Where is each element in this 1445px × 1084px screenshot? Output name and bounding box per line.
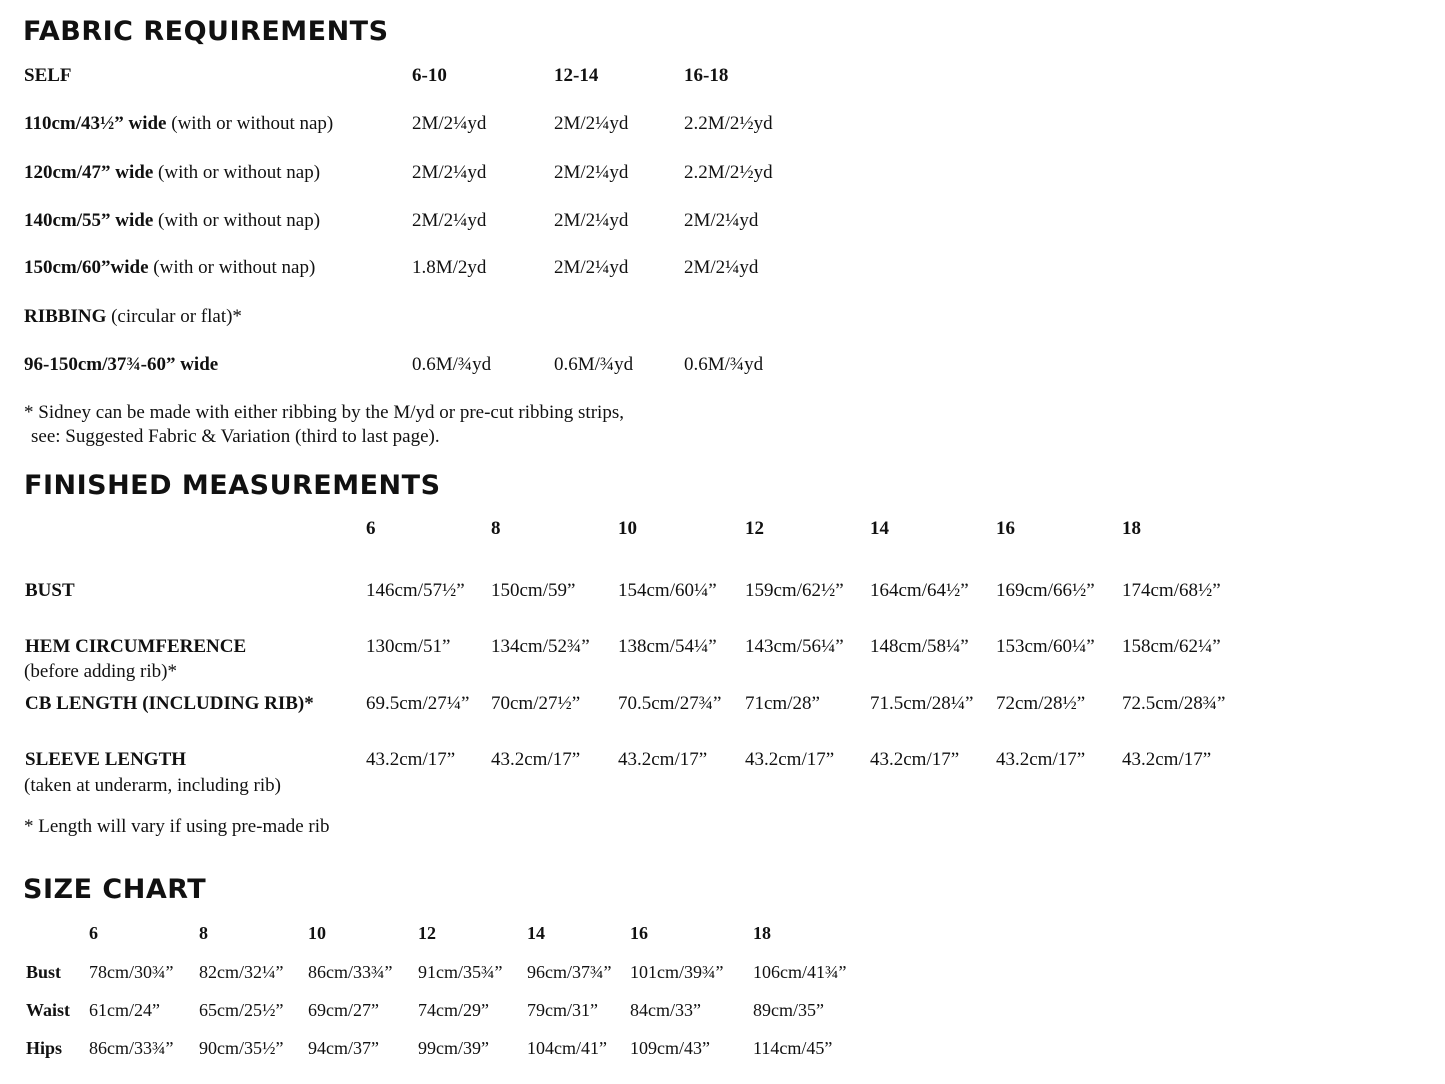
finished-value: 43.2cm/17”	[745, 749, 835, 770]
size-chart-size-header: 8	[199, 923, 208, 943]
fabric-yardage: 2M/2¼yd	[412, 162, 487, 183]
ribbing-yardage: 0.6M/¾yd	[412, 354, 492, 375]
finished-value: 43.2cm/17”	[366, 749, 456, 770]
fabric-width-label: 120cm/47” wide (with or without nap)	[24, 162, 321, 183]
fabric-yardage: 2M/2¼yd	[554, 113, 629, 134]
self-label: SELF	[24, 65, 72, 86]
finished-size-header: 14	[870, 518, 889, 539]
finished-row-label: BUST	[25, 580, 75, 601]
finished-value: 150cm/59”	[491, 580, 576, 601]
fabric-yardage: 2M/2¼yd	[412, 210, 487, 231]
finished-size-header: 6	[366, 518, 376, 539]
size-chart-size-header: 10	[308, 923, 326, 943]
fabric-yardage: 1.8M/2yd	[412, 257, 487, 278]
finished-value: 43.2cm/17”	[870, 749, 960, 770]
size-chart-value: 104cm/41”	[527, 1038, 607, 1058]
finished-row-label: SLEEVE LENGTH	[25, 749, 187, 770]
fabric-width-label: 110cm/43½” wide (with or without nap)	[24, 113, 334, 134]
size-chart-value: 94cm/37”	[308, 1038, 379, 1058]
size-chart-heading: SIZE CHART	[23, 874, 207, 905]
length-note: * Length will vary if using pre-made rib	[24, 816, 330, 837]
finished-value: 174cm/68½”	[1122, 580, 1221, 601]
finished-value: 164cm/64½”	[870, 580, 969, 601]
size-chart-value: 69cm/27”	[308, 1000, 379, 1020]
ribbing-width-label: 96-150cm/37¾-60” wide	[24, 354, 219, 375]
finished-row-sublabel: (before adding rib)*	[24, 661, 177, 682]
size-chart-value: 86cm/33¾”	[308, 962, 393, 982]
fabric-yardage: 2.2M/2½yd	[684, 162, 773, 183]
size-chart-value: 74cm/29”	[418, 1000, 489, 1020]
finished-value: 159cm/62½”	[745, 580, 844, 601]
fabric-size-header: 6-10	[412, 65, 447, 86]
fabric-size-header: 16-18	[684, 65, 729, 86]
finished-value: 71cm/28”	[745, 693, 820, 714]
size-chart-size-header: 18	[753, 923, 771, 943]
finished-size-header: 18	[1122, 518, 1141, 539]
finished-size-header: 10	[618, 518, 637, 539]
finished-value: 69.5cm/27¼”	[366, 693, 470, 714]
size-chart-value: 101cm/39¾”	[630, 962, 724, 982]
fabric-yardage: 2M/2¼yd	[554, 210, 629, 231]
size-chart-value: 99cm/39”	[418, 1038, 489, 1058]
size-chart-value: 82cm/32¼”	[199, 962, 284, 982]
fabric-yardage: 2M/2¼yd	[684, 210, 759, 231]
size-chart-value: 106cm/41¾”	[753, 962, 847, 982]
size-chart-value: 79cm/31”	[527, 1000, 598, 1020]
finished-value: 146cm/57½”	[366, 580, 465, 601]
ribbing-yardage: 0.6M/¾yd	[554, 354, 634, 375]
ribbing-note-line2: see: Suggested Fabric & Variation (third to last page).	[31, 426, 440, 447]
finished-value: 43.2cm/17”	[491, 749, 581, 770]
fabric-yardage: 2M/2¼yd	[554, 162, 629, 183]
fabric-requirements-heading: FABRIC REQUIREMENTS	[23, 16, 389, 47]
size-chart-value: 114cm/45”	[753, 1038, 833, 1058]
size-chart-row-label: Waist	[26, 1000, 71, 1020]
size-chart-value: 78cm/30¾”	[89, 962, 174, 982]
fabric-width-label: 140cm/55” wide (with or without nap)	[24, 210, 321, 231]
size-chart-value: 91cm/35¾”	[418, 962, 503, 982]
fabric-yardage: 2M/2¼yd	[554, 257, 629, 278]
fabric-yardage: 2M/2¼yd	[684, 257, 759, 278]
finished-row-label: CB LENGTH (INCLUDING RIB)*	[25, 693, 314, 714]
size-chart-value: 96cm/37¾”	[527, 962, 612, 982]
size-chart-value: 65cm/25½”	[199, 1000, 284, 1020]
finished-value: 72.5cm/28¾”	[1122, 693, 1226, 714]
size-chart-value: 61cm/24”	[89, 1000, 160, 1020]
size-chart-value: 84cm/33”	[630, 1000, 701, 1020]
finished-value: 148cm/58¼”	[870, 636, 969, 657]
finished-size-header: 12	[745, 518, 764, 539]
finished-value: 43.2cm/17”	[1122, 749, 1212, 770]
finished-value: 138cm/54¼”	[618, 636, 717, 657]
ribbing-note-line1: * Sidney can be made with either ribbing by the M/yd or pre-cut ribbing strips,	[24, 402, 624, 423]
size-chart-size-header: 12	[418, 923, 436, 943]
size-chart-value: 90cm/35½”	[199, 1038, 284, 1058]
finished-value: 143cm/56¼”	[745, 636, 844, 657]
finished-value: 153cm/60¼”	[996, 636, 1095, 657]
size-chart-value: 89cm/35”	[753, 1000, 824, 1020]
finished-row-label: HEM CIRCUMFERENCE	[25, 636, 247, 657]
fabric-yardage: 2.2M/2½yd	[684, 113, 773, 134]
finished-value: 43.2cm/17”	[618, 749, 708, 770]
finished-row-sublabel: (taken at underarm, including rib)	[24, 775, 281, 796]
size-chart-size-header: 14	[527, 923, 545, 943]
size-chart-row-label: Bust	[26, 962, 62, 982]
finished-value: 70.5cm/27¾”	[618, 693, 722, 714]
size-chart-row-label: Hips	[26, 1038, 63, 1058]
ribbing-yardage: 0.6M/¾yd	[684, 354, 764, 375]
finished-value: 154cm/60¼”	[618, 580, 717, 601]
finished-value: 169cm/66½”	[996, 580, 1095, 601]
fabric-yardage: 2M/2¼yd	[412, 113, 487, 134]
size-chart-value: 109cm/43”	[630, 1038, 710, 1058]
finished-value: 134cm/52¾”	[491, 636, 590, 657]
finished-value: 158cm/62¼”	[1122, 636, 1221, 657]
finished-value: 43.2cm/17”	[996, 749, 1086, 770]
size-chart-size-header: 16	[630, 923, 648, 943]
ribbing-label: RIBBING (circular or flat)*	[24, 306, 242, 327]
finished-size-header: 16	[996, 518, 1015, 539]
finished-size-header: 8	[491, 518, 501, 539]
finished-value: 72cm/28½”	[996, 693, 1086, 714]
size-chart-size-header: 6	[89, 923, 98, 943]
finished-measurements-heading: FINISHED MEASUREMENTS	[24, 470, 441, 501]
finished-value: 71.5cm/28¼”	[870, 693, 974, 714]
finished-value: 70cm/27½”	[491, 693, 581, 714]
fabric-width-label: 150cm/60”wide (with or without nap)	[24, 257, 316, 278]
size-chart-value: 86cm/33¾”	[89, 1038, 174, 1058]
fabric-size-header: 12-14	[554, 65, 599, 86]
finished-value: 130cm/51”	[366, 636, 451, 657]
